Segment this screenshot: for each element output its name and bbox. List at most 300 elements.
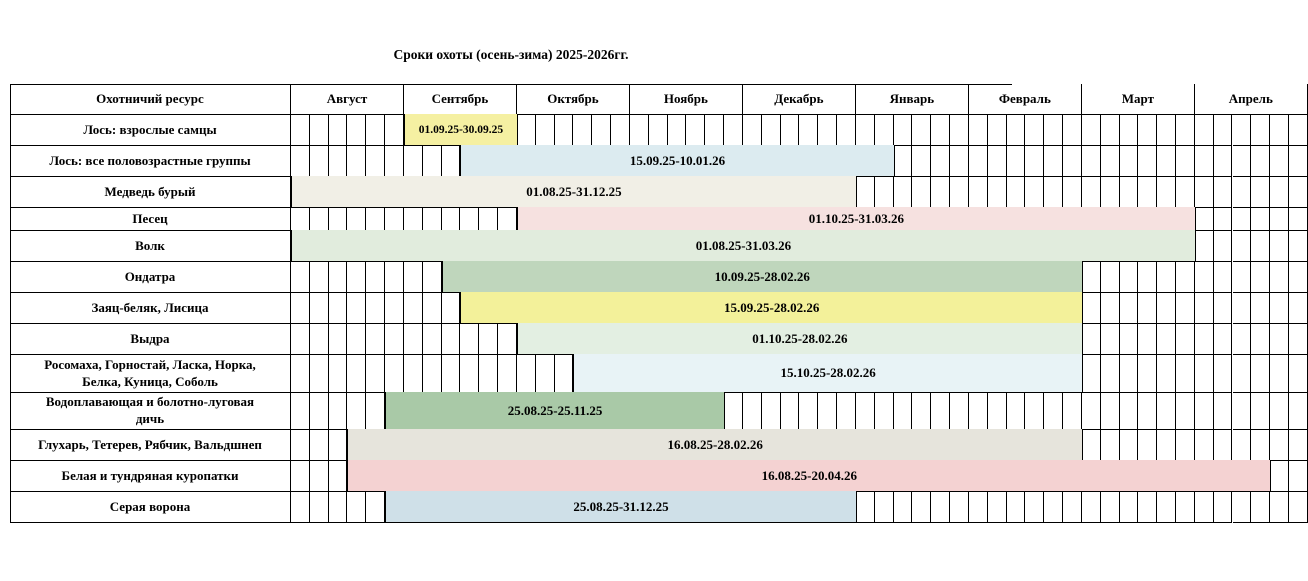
period-cell xyxy=(1157,492,1176,523)
page-title: Сроки охоты (осень-зима) 2025-2026гг. xyxy=(393,47,629,62)
period-cell xyxy=(291,115,310,146)
period-cell xyxy=(818,115,837,146)
period-cell xyxy=(988,115,1007,146)
period-cell xyxy=(1251,324,1270,355)
period-cell xyxy=(1195,430,1214,461)
period-cell xyxy=(1101,293,1120,324)
period-cell xyxy=(460,324,479,355)
period-cell xyxy=(1289,324,1308,355)
month-header: Февраль xyxy=(969,84,1082,115)
period-cell xyxy=(366,293,385,324)
period-cell xyxy=(1120,355,1139,393)
resource-name: Выдра xyxy=(10,324,291,355)
period-cell xyxy=(856,177,875,208)
season-bar: 15.09.25-10.01.26 xyxy=(460,145,894,177)
period-cell xyxy=(1007,146,1026,177)
period-cell xyxy=(988,393,1007,430)
period-cell xyxy=(1157,324,1176,355)
period-cell xyxy=(1063,393,1082,430)
season-bar: 16.08.25-28.02.26 xyxy=(347,429,1082,461)
period-cell xyxy=(1120,115,1139,146)
period-cell xyxy=(912,393,931,430)
period-cell xyxy=(1101,115,1120,146)
period-cell xyxy=(969,177,988,208)
period-cell xyxy=(1195,293,1214,324)
period-cell xyxy=(799,115,818,146)
period-cell xyxy=(1176,146,1195,177)
period-cell xyxy=(385,293,404,324)
period-cell xyxy=(875,115,894,146)
season-bar: 01.08.25-31.03.26 xyxy=(291,230,1196,262)
period-cell xyxy=(1044,492,1063,523)
period-cell xyxy=(875,177,894,208)
period-cell xyxy=(724,393,743,430)
period-cell xyxy=(912,115,931,146)
period-cell xyxy=(1007,393,1026,430)
resource-column-header: Охотничий ресурс xyxy=(10,84,291,115)
month-header: Ноябрь xyxy=(630,84,743,115)
period-cell xyxy=(1176,430,1195,461)
period-cell xyxy=(1195,177,1214,208)
period-cell xyxy=(1120,262,1139,293)
period-cell xyxy=(1063,177,1082,208)
period-cell xyxy=(573,115,592,146)
period-cell xyxy=(1195,208,1214,231)
period-cell xyxy=(912,146,931,177)
period-cell xyxy=(1101,430,1120,461)
period-cell xyxy=(404,146,423,177)
period-cell xyxy=(1214,293,1233,324)
period-cell xyxy=(1251,231,1270,262)
period-cell xyxy=(423,293,442,324)
resource-name: Медведь бурый xyxy=(10,177,291,208)
period-cell xyxy=(329,355,348,393)
period-cell xyxy=(1063,492,1082,523)
period-cell xyxy=(1289,492,1308,523)
period-cell xyxy=(988,492,1007,523)
period-cell xyxy=(1251,393,1270,430)
period-cell xyxy=(1120,393,1139,430)
period-cell xyxy=(329,430,348,461)
period-cell xyxy=(1233,208,1252,231)
period-cell xyxy=(988,177,1007,208)
period-cell xyxy=(291,355,310,393)
period-cell xyxy=(988,146,1007,177)
period-cell xyxy=(385,355,404,393)
period-cell xyxy=(1251,262,1270,293)
month-header: Январь xyxy=(856,84,969,115)
period-cell xyxy=(1251,115,1270,146)
period-cell xyxy=(1025,492,1044,523)
period-cell xyxy=(1082,293,1101,324)
period-cell xyxy=(498,355,517,393)
period-cell xyxy=(1195,231,1214,262)
resource-name xyxy=(10,393,291,430)
period-cell xyxy=(950,115,969,146)
period-cell xyxy=(1082,324,1101,355)
period-cell xyxy=(1214,115,1233,146)
period-cell xyxy=(1138,146,1157,177)
period-cell xyxy=(1007,115,1026,146)
period-cell xyxy=(1270,115,1289,146)
period-cell xyxy=(931,146,950,177)
period-cell xyxy=(1195,492,1214,523)
period-cell xyxy=(1270,461,1289,492)
period-cell xyxy=(1157,115,1176,146)
resource-name-line: Росомаха, Горностай, Ласка, Норка, xyxy=(44,356,256,372)
period-cell xyxy=(1289,208,1308,231)
period-cell xyxy=(1270,177,1289,208)
period-cell xyxy=(517,355,536,393)
period-cell xyxy=(1101,492,1120,523)
period-cell xyxy=(347,324,366,355)
period-cell xyxy=(1233,293,1252,324)
month-header: Апрель xyxy=(1195,84,1308,115)
period-cell xyxy=(799,393,818,430)
period-cell xyxy=(1289,430,1308,461)
period-cell xyxy=(950,393,969,430)
period-cell xyxy=(1176,262,1195,293)
period-cell xyxy=(555,115,574,146)
period-cell xyxy=(385,115,404,146)
period-cell xyxy=(1157,262,1176,293)
period-cell xyxy=(310,324,329,355)
period-cell xyxy=(1157,146,1176,177)
period-cell xyxy=(1082,115,1101,146)
period-cell xyxy=(837,393,856,430)
period-cell xyxy=(1025,177,1044,208)
period-cell xyxy=(385,262,404,293)
period-cell xyxy=(856,115,875,146)
period-cell xyxy=(479,355,498,393)
period-cell xyxy=(423,262,442,293)
period-cell xyxy=(894,492,913,523)
period-cell xyxy=(649,115,668,146)
period-cell xyxy=(347,146,366,177)
period-cell xyxy=(1195,262,1214,293)
period-cell xyxy=(1044,146,1063,177)
period-cell xyxy=(366,208,385,231)
period-cell xyxy=(1270,393,1289,430)
resource-name: Лось: взрослые самцы xyxy=(10,115,291,146)
period-cell xyxy=(423,355,442,393)
period-cell xyxy=(1214,430,1233,461)
period-cell xyxy=(1120,146,1139,177)
period-cell xyxy=(1233,115,1252,146)
period-cell xyxy=(686,115,705,146)
period-cell xyxy=(1270,355,1289,393)
period-cell xyxy=(912,492,931,523)
period-cell xyxy=(310,293,329,324)
period-cell xyxy=(1101,146,1120,177)
period-cell xyxy=(1138,177,1157,208)
period-cell xyxy=(611,115,630,146)
period-cell xyxy=(950,177,969,208)
period-cell xyxy=(1138,430,1157,461)
period-cell xyxy=(1233,177,1252,208)
period-cell xyxy=(781,393,800,430)
month-header: Март xyxy=(1082,84,1195,115)
period-cell xyxy=(404,208,423,231)
period-cell xyxy=(668,115,687,146)
resource-name-line: дичь xyxy=(135,411,165,426)
period-cell xyxy=(366,146,385,177)
period-cell xyxy=(404,355,423,393)
period-cell xyxy=(1101,177,1120,208)
resource-name-line: Белка, Куница, Соболь xyxy=(82,373,218,389)
period-cell xyxy=(347,492,366,523)
period-cell xyxy=(1176,393,1195,430)
period-cell xyxy=(1120,177,1139,208)
period-cell xyxy=(366,355,385,393)
period-cell xyxy=(1176,115,1195,146)
period-cell xyxy=(310,492,329,523)
period-cell xyxy=(1138,115,1157,146)
season-bar: 25.08.25-31.12.25 xyxy=(385,491,857,523)
period-cell xyxy=(1138,293,1157,324)
period-cell xyxy=(1025,146,1044,177)
period-cell xyxy=(1157,430,1176,461)
period-cell xyxy=(1138,492,1157,523)
period-cell xyxy=(1157,355,1176,393)
period-cell xyxy=(291,208,310,231)
season-bar: 16.08.25-20.04.26 xyxy=(347,460,1271,492)
period-cell xyxy=(1195,393,1214,430)
period-cell xyxy=(404,324,423,355)
resource-name: Волк xyxy=(10,231,291,262)
period-cell xyxy=(347,293,366,324)
period-cell xyxy=(1289,262,1308,293)
resource-name: Лось: все половозрастные группы xyxy=(10,146,291,177)
period-cell xyxy=(630,115,649,146)
season-bar: 15.10.25-28.02.26 xyxy=(573,354,1082,393)
period-cell xyxy=(366,492,385,523)
period-cell xyxy=(1233,492,1252,523)
resource-name: Ондатра xyxy=(10,262,291,293)
period-cell xyxy=(1138,393,1157,430)
period-cell xyxy=(347,393,366,430)
period-cell xyxy=(329,115,348,146)
period-cell xyxy=(536,115,555,146)
period-cell xyxy=(1082,393,1101,430)
season-bar: 25.08.25-25.11.25 xyxy=(385,392,725,430)
resource-name: Серая ворона xyxy=(10,492,291,523)
period-cell xyxy=(291,393,310,430)
resource-name: Глухарь, Тетерев, Рябчик, Вальдшнеп xyxy=(10,430,291,461)
period-cell xyxy=(781,115,800,146)
season-bar: 01.09.25-30.09.25 xyxy=(404,114,518,146)
period-cell xyxy=(555,355,574,393)
period-cell xyxy=(498,208,517,231)
period-cell xyxy=(1007,492,1026,523)
period-cell xyxy=(310,393,329,430)
period-cell xyxy=(291,146,310,177)
season-bar: 01.10.25-31.03.26 xyxy=(517,207,1196,231)
period-cell xyxy=(1214,324,1233,355)
period-cell xyxy=(1025,115,1044,146)
period-cell xyxy=(894,393,913,430)
period-cell xyxy=(875,393,894,430)
period-cell xyxy=(347,115,366,146)
period-cell xyxy=(347,355,366,393)
period-cell xyxy=(1157,393,1176,430)
season-bar: 01.08.25-31.12.25 xyxy=(291,176,857,208)
period-cell xyxy=(1195,324,1214,355)
period-cell xyxy=(423,324,442,355)
period-cell xyxy=(1214,262,1233,293)
resource-name: Песец xyxy=(10,208,291,231)
period-cell xyxy=(423,146,442,177)
period-cell xyxy=(1176,492,1195,523)
period-cell xyxy=(404,262,423,293)
period-cell xyxy=(1289,355,1308,393)
period-cell xyxy=(1082,492,1101,523)
period-cell xyxy=(1044,115,1063,146)
period-cell xyxy=(1120,492,1139,523)
period-cell xyxy=(1214,231,1233,262)
period-cell xyxy=(856,492,875,523)
period-cell xyxy=(442,293,461,324)
period-cell xyxy=(291,461,310,492)
hunting-schedule-table xyxy=(10,84,1273,522)
period-cell xyxy=(1044,393,1063,430)
period-cell xyxy=(291,430,310,461)
period-cell xyxy=(291,324,310,355)
period-cell xyxy=(291,293,310,324)
period-cell xyxy=(329,461,348,492)
period-cell xyxy=(1044,177,1063,208)
season-bar: 15.09.25-28.02.26 xyxy=(460,292,1082,324)
period-cell xyxy=(1233,146,1252,177)
resource-name-line: Водоплавающая и болотно-луговая xyxy=(45,394,255,410)
period-cell xyxy=(310,461,329,492)
period-cell xyxy=(442,355,461,393)
period-cell xyxy=(931,393,950,430)
period-cell xyxy=(1025,393,1044,430)
period-cell xyxy=(1082,177,1101,208)
period-cell xyxy=(1101,355,1120,393)
period-cell xyxy=(1157,293,1176,324)
period-cell xyxy=(894,177,913,208)
period-cell xyxy=(1270,262,1289,293)
period-cell xyxy=(837,115,856,146)
period-cell xyxy=(1289,231,1308,262)
period-cell xyxy=(1101,393,1120,430)
period-cell xyxy=(1251,208,1270,231)
period-cell xyxy=(310,355,329,393)
period-cell xyxy=(347,208,366,231)
period-cell xyxy=(460,355,479,393)
period-cell xyxy=(894,146,913,177)
period-cell xyxy=(1157,177,1176,208)
period-cell xyxy=(385,208,404,231)
period-cell xyxy=(329,492,348,523)
period-cell xyxy=(310,146,329,177)
period-cell xyxy=(1082,430,1101,461)
period-cell xyxy=(1176,324,1195,355)
period-cell xyxy=(1214,177,1233,208)
period-cell xyxy=(950,492,969,523)
period-cell xyxy=(1120,324,1139,355)
period-cell xyxy=(385,324,404,355)
period-cell xyxy=(743,115,762,146)
period-cell xyxy=(1270,208,1289,231)
period-cell xyxy=(1289,461,1308,492)
period-cell xyxy=(592,115,611,146)
period-cell xyxy=(931,115,950,146)
period-cell xyxy=(1176,355,1195,393)
period-cell xyxy=(329,324,348,355)
period-cell xyxy=(423,208,442,231)
period-cell xyxy=(366,262,385,293)
period-cell xyxy=(1233,393,1252,430)
period-cell xyxy=(1138,355,1157,393)
period-cell xyxy=(1214,146,1233,177)
season-bar: 01.10.25-28.02.26 xyxy=(517,323,1083,355)
period-cell xyxy=(366,393,385,430)
period-cell xyxy=(1233,231,1252,262)
period-cell xyxy=(969,492,988,523)
period-cell xyxy=(1270,324,1289,355)
period-cell xyxy=(1007,177,1026,208)
period-cell xyxy=(329,208,348,231)
period-cell xyxy=(1082,355,1101,393)
month-header: Октябрь xyxy=(517,84,630,115)
period-cell xyxy=(969,146,988,177)
period-cell xyxy=(1214,208,1233,231)
period-cell xyxy=(1176,293,1195,324)
period-cell xyxy=(969,115,988,146)
period-cell xyxy=(1251,146,1270,177)
period-cell xyxy=(385,146,404,177)
period-cell xyxy=(762,115,781,146)
period-cell xyxy=(347,262,366,293)
period-cell xyxy=(329,146,348,177)
period-cell xyxy=(479,208,498,231)
resource-name: Заяц-беляк, Лисица xyxy=(10,293,291,324)
period-cell xyxy=(329,393,348,430)
month-header: Сентябрь xyxy=(404,84,517,115)
period-cell xyxy=(1251,177,1270,208)
period-cell xyxy=(1270,293,1289,324)
period-cell xyxy=(1289,146,1308,177)
period-cell xyxy=(1214,393,1233,430)
month-header: Август xyxy=(291,84,404,115)
period-cell xyxy=(724,115,743,146)
resource-name: Белая и тундряная куропатки xyxy=(10,461,291,492)
period-cell xyxy=(310,262,329,293)
period-cell xyxy=(1138,324,1157,355)
period-cell xyxy=(1289,177,1308,208)
period-cell xyxy=(1289,293,1308,324)
period-cell xyxy=(1270,430,1289,461)
period-cell xyxy=(1270,231,1289,262)
period-cell xyxy=(404,293,423,324)
period-cell xyxy=(329,262,348,293)
period-cell xyxy=(1176,177,1195,208)
period-cell xyxy=(479,324,498,355)
period-cell xyxy=(1270,146,1289,177)
period-cell xyxy=(1120,430,1139,461)
period-cell xyxy=(1251,492,1270,523)
period-cell xyxy=(291,262,310,293)
period-cell xyxy=(1082,262,1101,293)
period-cell xyxy=(1233,262,1252,293)
month-header: Декабрь xyxy=(743,84,856,115)
period-cell xyxy=(818,393,837,430)
period-cell xyxy=(912,177,931,208)
period-cell xyxy=(517,115,536,146)
